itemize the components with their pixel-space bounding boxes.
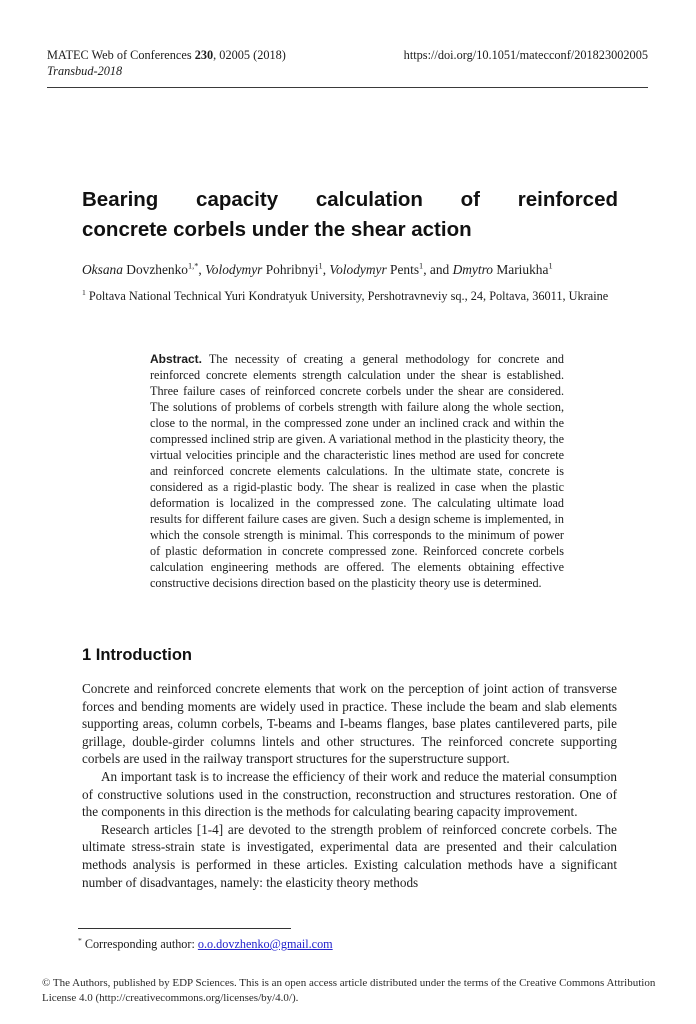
conference-name: Transbud-2018 <box>47 64 123 78</box>
article-number: , 02005 (2018) <box>213 48 286 62</box>
body-paragraph: An important task is to increase the efficiency of their work and reduce the material consumption of constructive solutions used in the construction, reconstruction and structures restoration. One of the components in this direction is the methods for calculating bearing capacity improvement. <box>82 768 617 820</box>
author-last-name: Dovzhenko <box>122 262 188 277</box>
body-paragraph: Research articles [1-4] are devoted to the strength problem of reinforced concrete corbels. The ultimate stress-strain state is investigated, experimental data are presented and their calculation methods analysis is performed in these articles. Existing calculation methods have a significant number of disadvantages, namely: the elasticity theory methods <box>82 821 617 890</box>
journal-volume: 230 <box>194 48 214 62</box>
author-affiliation-marker: 1,* <box>188 261 199 271</box>
license-text: © The Authors, published by EDP Sciences. This is an open access article distributed under the terms of the Creative Commons Attribution License 4.0 (http://creativecommons.org/licenses/by/4.0/). <box>42 977 656 1004</box>
author-last-name: Mariukha <box>493 262 549 277</box>
author-first-name: Dmytro <box>452 262 494 277</box>
author-affiliation-marker: 1 <box>548 261 553 271</box>
author-first-name: Volodymyr <box>329 262 387 277</box>
abstract-label: Abstract. <box>150 352 203 366</box>
affiliation <box>82 289 618 305</box>
author-last-name: Pohribnyi <box>262 262 319 277</box>
abstract-text: The necessity of creating a general methodology for concrete and reinforced concrete elements strength calculation under the shear is established. Three failure cases of reinforced concrete corbels under the shear are considered. The solutions of problems of corbels strength with failure along the whole section, close to the normal, in the compressed zone under an inclined crack and within the compressed inclined strip are given. A variational method in the plasticity theory, the virtual velocities principle and the characteristic lines method are used for concrete and reinforced concrete elements calculations. In the ultimate state, concrete is considered as a rigid-plastic body. The shear is realized in case when the plastic deformation is localized in the compressed zone. The calculating ultimate load results for different failure cases are given. Such a design scheme is implemented, in which the console strength is minimal. This corresponds to the minimum of power of plastic deformation in concrete compressed zone. Reinforced concrete corbels calculation engineering methods are offered. The elements obtaining effective constructive decisions direction based on the plasticity theory use is determined. <box>150 352 564 590</box>
author-first-name: Oksana <box>82 262 123 277</box>
section-heading-introduction: 1 Introduction <box>82 646 192 664</box>
author <box>205 262 329 277</box>
affiliation-marker: 1 <box>82 287 86 297</box>
author <box>329 262 452 277</box>
affiliation-text: Poltava National Technical Yuri Kondratyuk University, Pershotravneviy sq., 24, Poltava, 36011, Ukraine <box>85 289 609 303</box>
corresponding-author-email-link[interactable]: o.o.dovzhenko@gmail.com <box>197 937 333 951</box>
author-first-name: Volodymyr <box>205 262 263 277</box>
footnote-rule <box>78 928 291 929</box>
abstract <box>150 351 564 591</box>
author-affiliation-marker: 1 <box>318 261 323 271</box>
corresponding-author-footnote <box>78 936 618 952</box>
doi-text: https://doi.org/10.1051/matecconf/201823002005 <box>403 48 648 62</box>
author-separator: , <box>198 262 206 277</box>
author <box>82 262 205 277</box>
author-separator: , <box>322 262 330 277</box>
author-separator: , and <box>423 262 453 277</box>
journal-name: MATEC Web of Conferences <box>47 48 195 62</box>
paper-title-line2: concrete corbels under the shear action <box>82 218 472 241</box>
paper-title <box>82 185 618 245</box>
main-content <box>82 646 617 891</box>
footnote-label: Corresponding author: <box>81 937 198 951</box>
body-paragraph: Concrete and reinforced concrete elements that work on the perception of joint action of transverse forces and bending moments are widely used in practice. These include the beam and slab elements supporting areas, column corbels, T-beams and I-beams flanges, base plates cantilevered parts, pile grillage, double-girder columns lintels and other structures. The reinforced concrete supporting corbels are used in the railway transport structures for the superstructure support. <box>82 681 617 767</box>
author-last-name: Pents <box>386 262 420 277</box>
header-rule <box>47 87 648 88</box>
running-head-right <box>330 47 648 63</box>
footnote-marker: * <box>78 935 82 945</box>
paper-title-line1: Bearing capacity calculation of reinforced <box>82 188 618 211</box>
license-footer <box>42 976 656 1005</box>
author <box>453 262 553 277</box>
author-list <box>82 261 618 279</box>
author-affiliation-marker: 1 <box>419 261 424 271</box>
